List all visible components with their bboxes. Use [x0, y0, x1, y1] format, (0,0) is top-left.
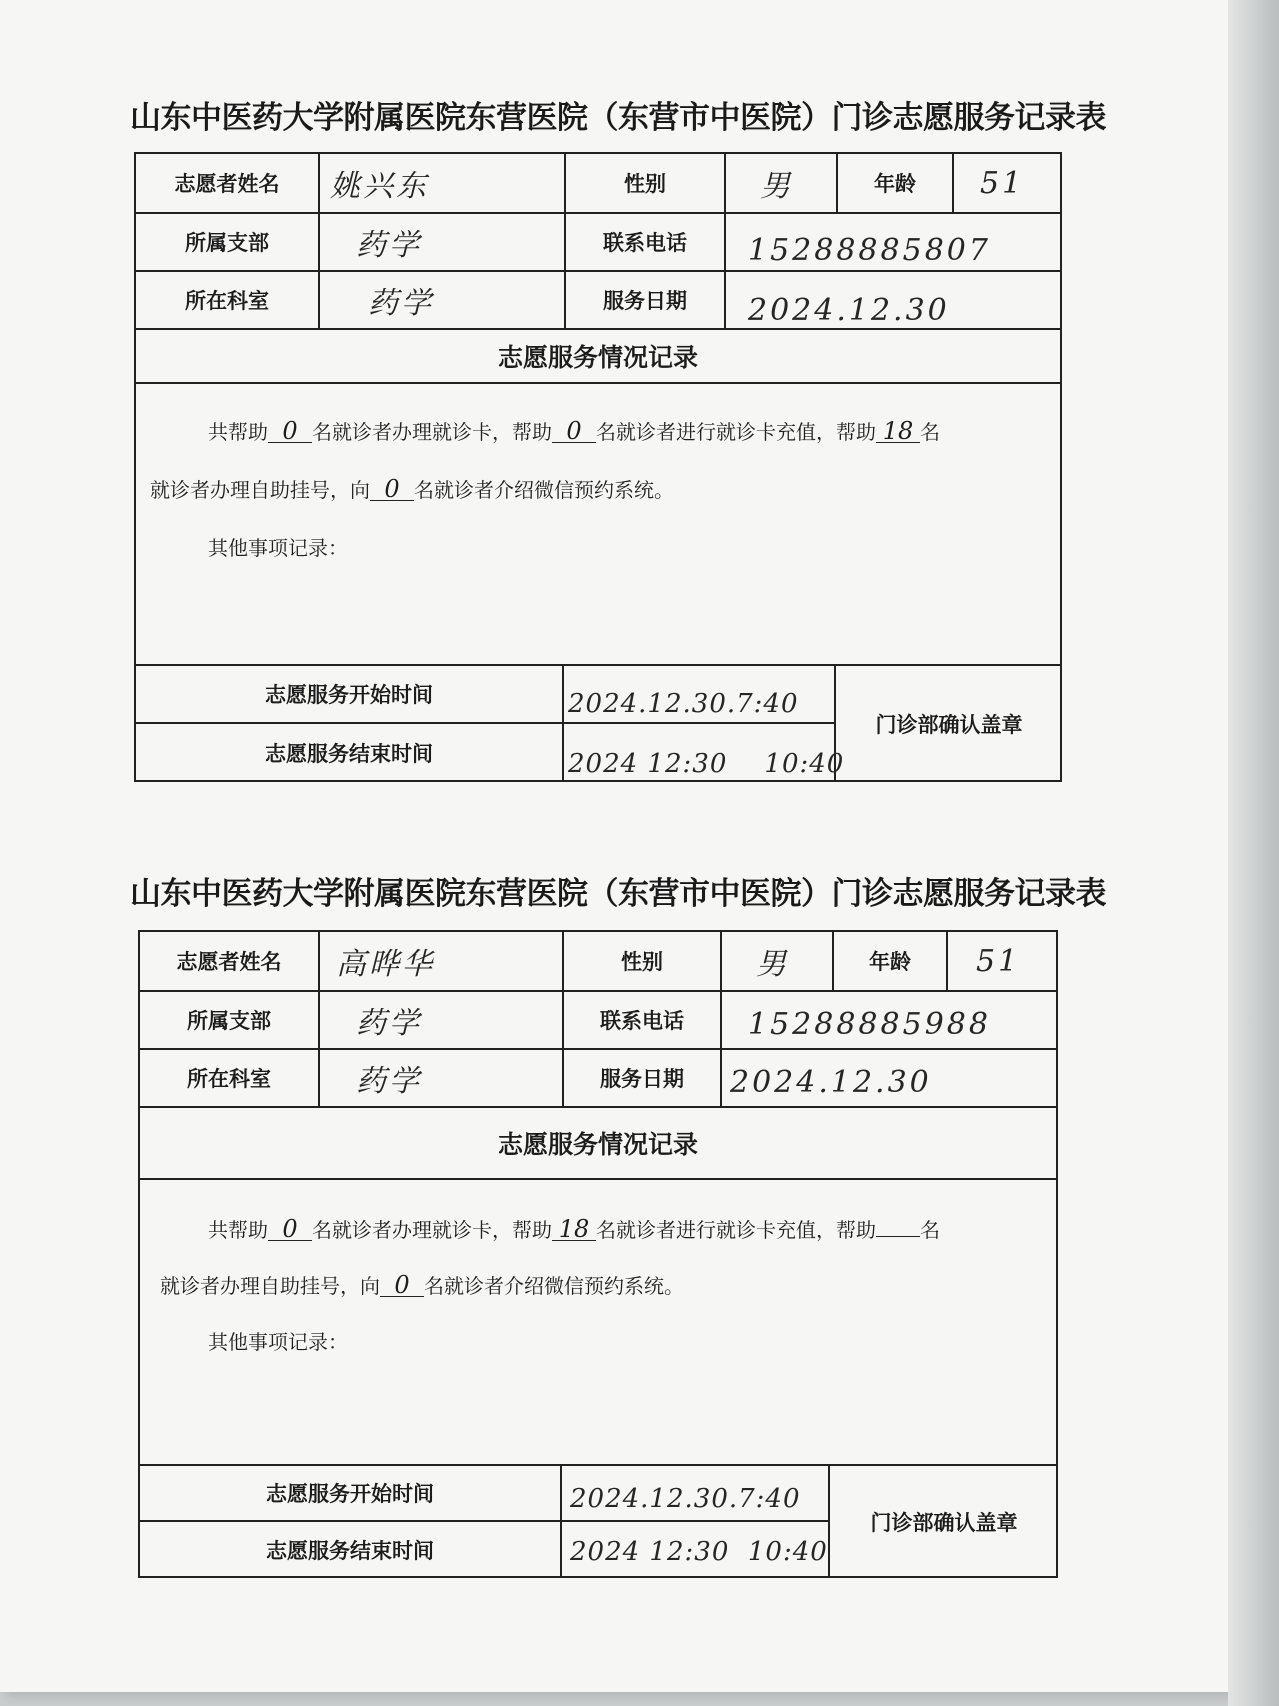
label-age: 年龄 — [869, 950, 911, 974]
label-stamp: 门诊部确认盖章 — [875, 713, 1023, 737]
value-branch: 药学 — [356, 1006, 422, 1041]
label-branch: 所属支部 — [185, 231, 269, 255]
label-date: 服务日期 — [600, 1067, 684, 1091]
label-end-time: 志愿服务结束时间 — [266, 1539, 434, 1563]
record-line-2: 就诊者办理自助挂号，向 0 名就诊者介绍微信预约系统。 — [150, 475, 674, 503]
value-name: 姚兴东 — [330, 169, 429, 204]
label-name: 志愿者姓名 — [174, 172, 280, 196]
label-age: 年龄 — [874, 172, 916, 196]
record-line-1: 共帮助 0 名就诊者办理就诊卡，帮助 0 名就诊者进行就诊卡充值，帮助 18 名 — [208, 417, 940, 445]
value-gender: 男 — [760, 169, 793, 204]
value-age: 51 — [976, 943, 1021, 979]
label-branch: 所属支部 — [187, 1009, 271, 1033]
label-phone: 联系电话 — [600, 1009, 684, 1033]
label-start-time: 志愿服务开始时间 — [265, 683, 433, 707]
record-line-1: 共帮助 0 名就诊者办理就诊卡，帮助 18 名就诊者进行就诊卡充值，帮助 名 — [208, 1215, 940, 1243]
blank-register-count — [876, 1236, 920, 1237]
blank-wechat-count: 0 — [370, 478, 414, 501]
value-date: 2024.12.30 — [748, 292, 950, 328]
value-age: 51 — [980, 165, 1025, 201]
blank-register-count: 18 — [876, 420, 920, 443]
other-notes-label: 其他事项记录： — [208, 536, 348, 560]
label-gender: 性别 — [624, 172, 666, 196]
label-department: 所在科室 — [185, 289, 269, 313]
value-start-time: 2024.12.30.7:40 — [568, 689, 799, 719]
value-start-time: 2024.12.30.7:40 — [570, 1484, 801, 1514]
other-notes-label: 其他事项记录： — [208, 1330, 348, 1354]
blank-card-count: 0 — [268, 420, 312, 443]
label-start-time: 志愿服务开始时间 — [266, 1482, 434, 1506]
desk-background — [1228, 0, 1279, 1706]
form-title: 山东中医药大学附属医院东营医院（东营市中医院）门诊志愿服务记录表 — [130, 876, 1106, 912]
label-end-time: 志愿服务结束时间 — [265, 742, 433, 766]
blank-recharge-count: 0 — [552, 420, 596, 443]
value-phone: 15288885988 — [748, 1006, 991, 1042]
record-line-2: 就诊者办理自助挂号，向 0 名就诊者介绍微信预约系统。 — [160, 1271, 684, 1299]
section-title: 志愿服务情况记录 — [497, 343, 698, 372]
form-title: 山东中医药大学附属医院东营医院（东营市中医院）门诊志愿服务记录表 — [130, 100, 1106, 136]
label-gender: 性别 — [621, 950, 663, 974]
blank-wechat-count: 0 — [380, 1274, 424, 1297]
value-end-time: 2024 12:30 10:40 — [570, 1537, 828, 1567]
label-department: 所在科室 — [187, 1067, 271, 1091]
value-branch: 药学 — [356, 228, 422, 263]
value-department: 药学 — [356, 1064, 422, 1099]
label-name: 志愿者姓名 — [176, 950, 282, 974]
value-date: 2024.12.30 — [730, 1064, 932, 1100]
value-department: 药学 — [368, 286, 434, 321]
blank-recharge-count: 18 — [552, 1218, 596, 1241]
value-end-time: 2024 12:30 10:40 — [568, 749, 845, 779]
value-phone: 15288885807 — [748, 232, 991, 268]
value-gender: 男 — [756, 947, 789, 982]
value-name: 高晔华 — [336, 947, 435, 982]
blank-card-count: 0 — [268, 1218, 312, 1241]
label-phone: 联系电话 — [603, 231, 687, 255]
label-date: 服务日期 — [603, 289, 687, 313]
label-stamp: 门诊部确认盖章 — [870, 1511, 1018, 1535]
section-title: 志愿服务情况记录 — [497, 1130, 698, 1159]
